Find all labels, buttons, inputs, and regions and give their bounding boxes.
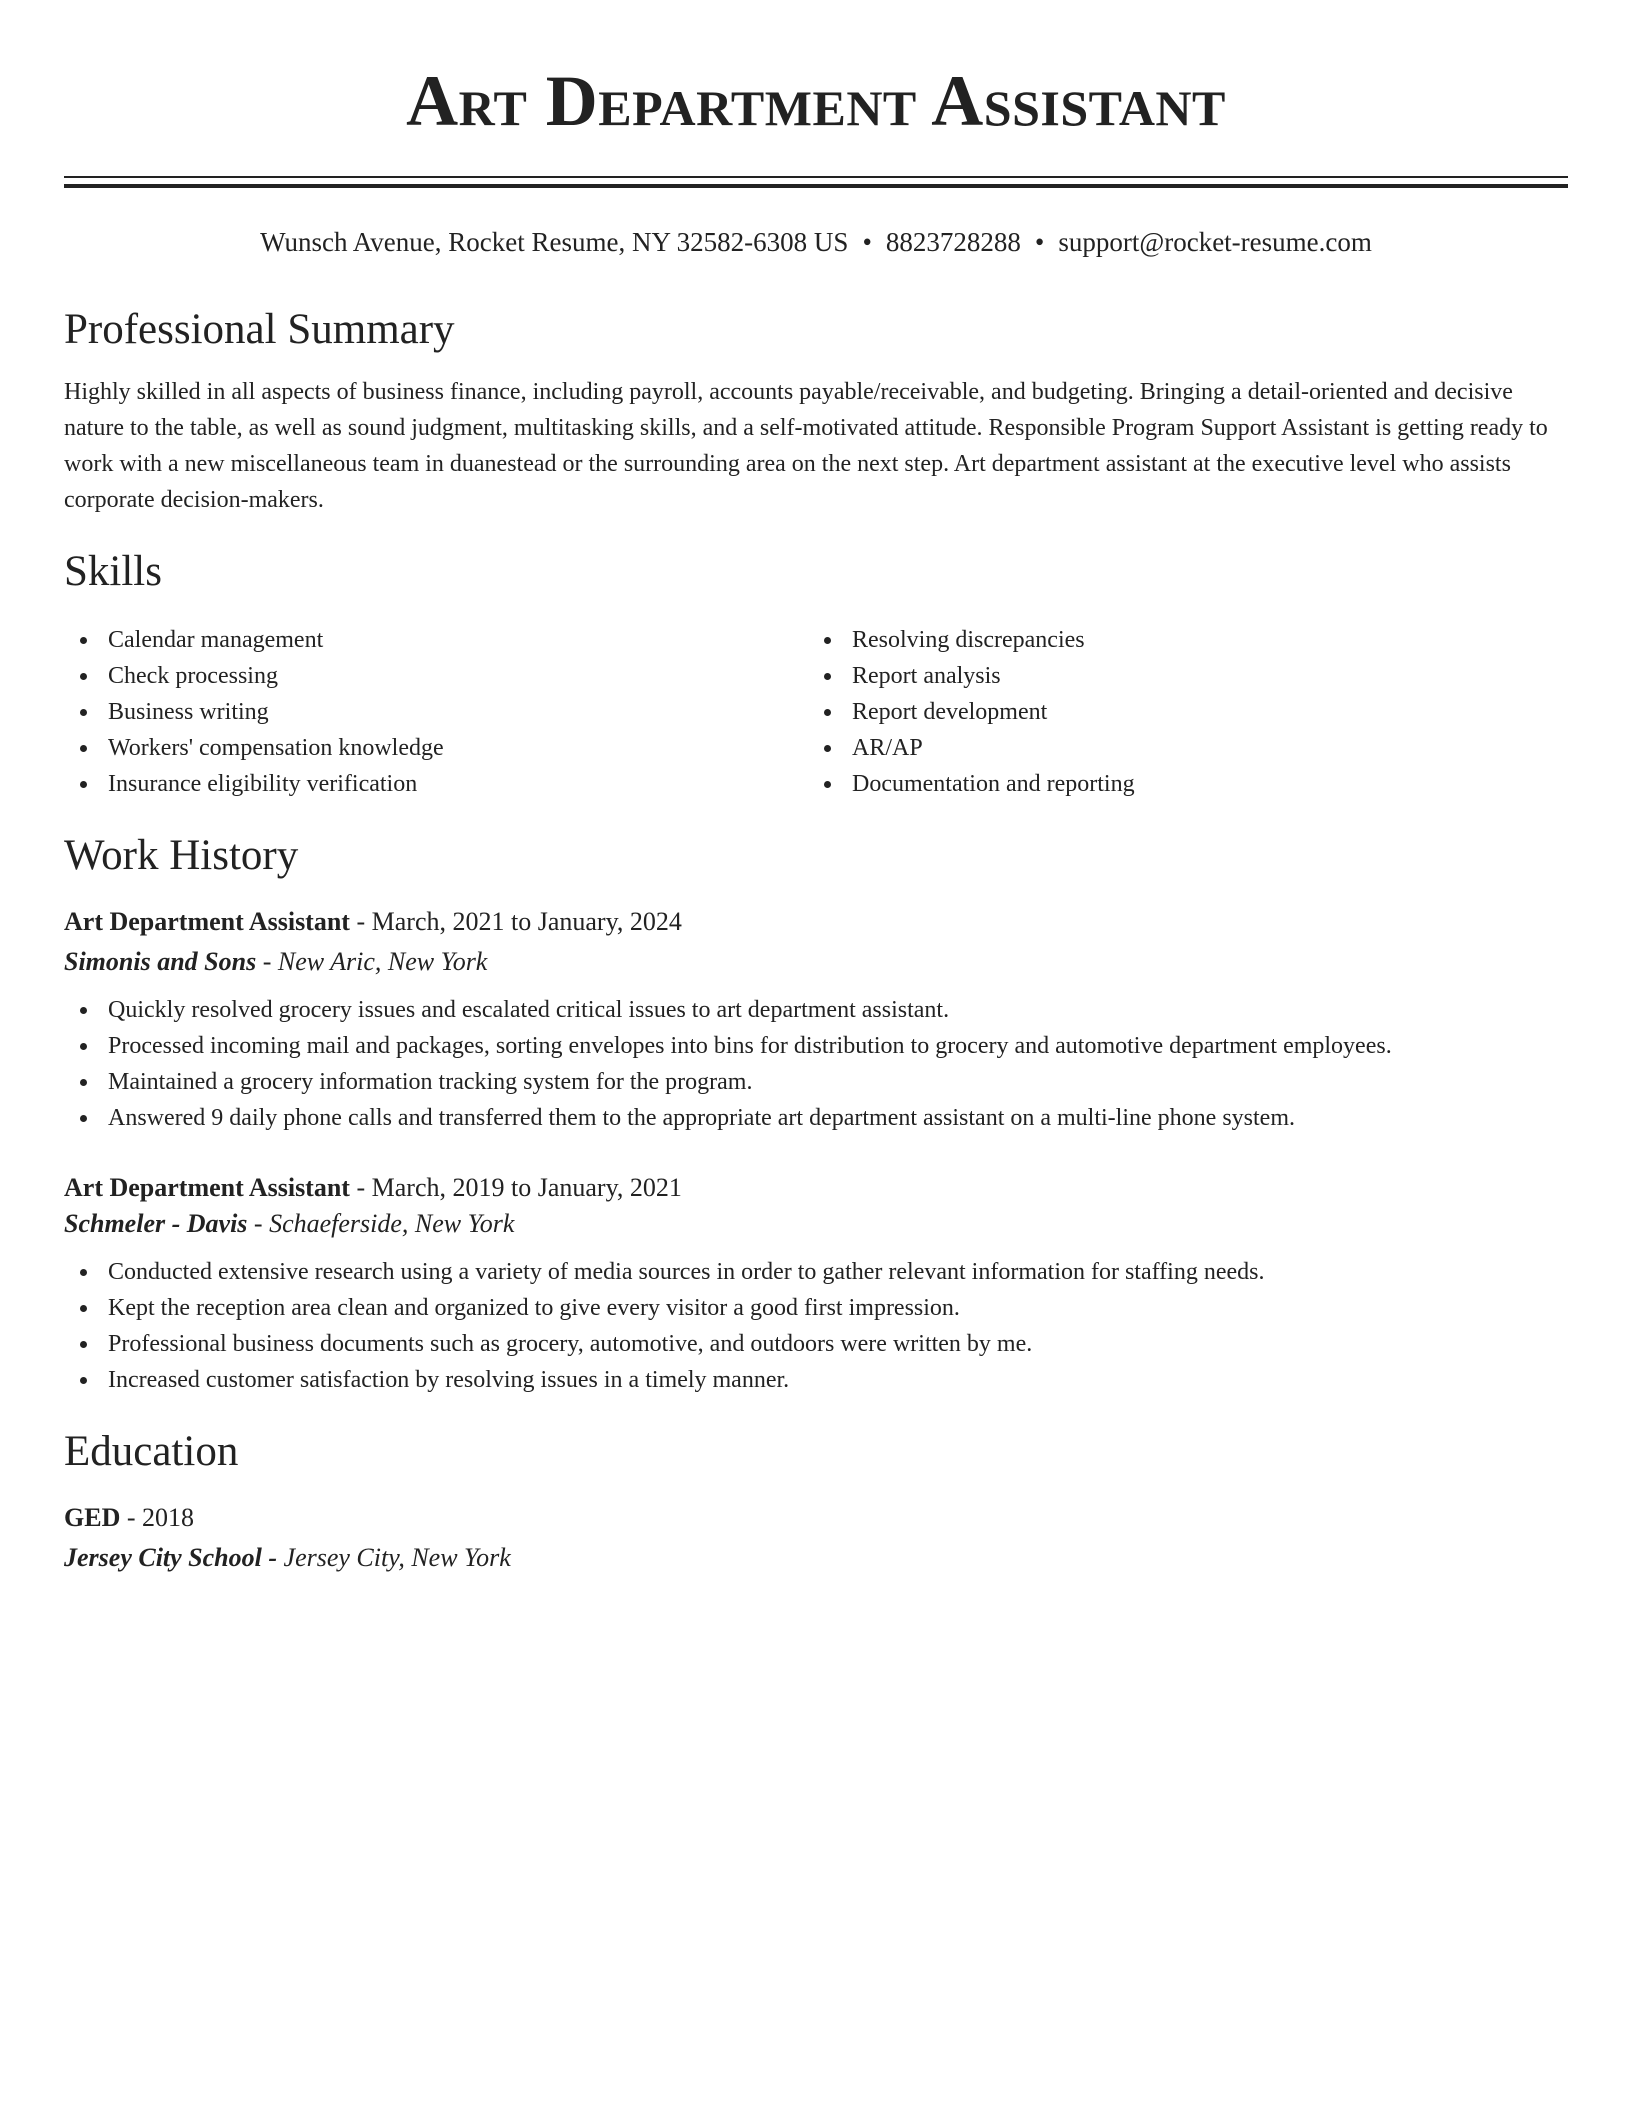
education-location: Jersey City, New York xyxy=(283,1543,511,1572)
skills-column-right xyxy=(808,622,1560,802)
job-bullets xyxy=(64,992,1568,1136)
skill-item: Report analysis xyxy=(808,658,1560,694)
job-bullet: Processed incoming mail and packages, sorting envelopes into bins for distribution to grocery and automotive department employees. xyxy=(64,1028,1568,1064)
education-school-line xyxy=(64,1540,1568,1576)
job-entry xyxy=(64,1170,1568,1398)
job-title-line xyxy=(64,904,1568,940)
section-heading-work-history: Work History xyxy=(64,832,299,879)
skill-item: Resolving discrepancies xyxy=(808,622,1560,658)
job-title: Art Department Assistant xyxy=(64,1173,350,1202)
job-bullet: Conducted extensive research using a variety of media sources in order to gather relevant information for staffing needs. xyxy=(64,1254,1568,1290)
job-title-line xyxy=(64,1170,1568,1206)
skills-column-left xyxy=(64,622,816,802)
job-company: Schmeler - Davis xyxy=(64,1209,248,1238)
job-bullet: Increased customer satisfaction by resolving issues in a timely manner. xyxy=(64,1362,1568,1398)
job-entry xyxy=(64,904,1568,1136)
title-divider-thick xyxy=(64,184,1568,188)
contact-email[interactable]: support@rocket-resume.com xyxy=(1058,227,1372,257)
skill-item: Calendar management xyxy=(64,622,816,658)
education-school: Jersey City School - xyxy=(64,1543,278,1572)
job-location: - Schaeferside, New York xyxy=(253,1209,515,1238)
contact-line xyxy=(64,224,1568,260)
job-dates: - March, 2021 to January, 2024 xyxy=(356,907,682,936)
education-degree-line xyxy=(64,1500,1568,1536)
skill-item: Documentation and reporting xyxy=(808,766,1560,802)
contact-separator: • xyxy=(862,227,872,257)
contact-address: Wunsch Avenue, Rocket Resume, NY 32582-6308 US xyxy=(260,227,849,257)
job-bullet: Quickly resolved grocery issues and escalated critical issues to art department assistant. xyxy=(64,992,1568,1028)
job-title: Art Department Assistant xyxy=(64,907,350,936)
section-heading-skills: Skills xyxy=(64,548,162,595)
skills-list xyxy=(64,622,1568,802)
skill-item: Report development xyxy=(808,694,1560,730)
job-location: - New Aric, New York xyxy=(262,947,488,976)
education-degree: GED xyxy=(64,1503,121,1532)
skill-item: Workers' compensation knowledge xyxy=(64,730,816,766)
job-company-line xyxy=(64,944,1568,980)
resume-title: Art Department Assistant xyxy=(406,61,1226,141)
section-heading-education: Education xyxy=(64,1428,239,1475)
job-bullet: Answered 9 daily phone calls and transferred them to the appropriate art department assistant on a multi-line phone system. xyxy=(64,1100,1568,1136)
contact-separator: • xyxy=(1034,227,1045,257)
skill-item: Insurance eligibility verification xyxy=(64,766,816,802)
job-company-line xyxy=(64,1206,1568,1242)
education-year: - 2018 xyxy=(126,1503,195,1532)
job-bullet: Professional business documents such as grocery, automotive, and outdoors were written by me. xyxy=(64,1326,1568,1362)
job-company: Simonis and Sons xyxy=(64,947,257,976)
title-divider-thin xyxy=(64,176,1568,178)
skill-item: Check processing xyxy=(64,658,816,694)
summary-text: Highly skilled in all aspects of business finance, including payroll, accounts payable/receivable, and budgeting. Bringing a detail-oriented and decisive nature to the table, as well as sound judgment, multitasking skills, and a self-motivated attitude. Responsible Program Support Assistant is getting ready to work with a new miscellaneous team in duanestead or the surrounding area on the next step. Art department assistant at the executive level who assists corporate decision-makers. xyxy=(64,379,1548,513)
job-bullet: Kept the reception area clean and organized to give every visitor a good first impression. xyxy=(64,1290,1568,1326)
skill-item: AR/AP xyxy=(808,730,1560,766)
skill-item: Business writing xyxy=(64,694,816,730)
section-heading-summary: Professional Summary xyxy=(64,306,455,353)
job-bullets xyxy=(64,1254,1568,1398)
job-bullet: Maintained a grocery information tracking system for the program. xyxy=(64,1064,1568,1100)
job-dates: - March, 2019 to January, 2021 xyxy=(356,1173,682,1202)
contact-phone: 8823728288 xyxy=(885,227,1021,257)
education-entry xyxy=(64,1500,1568,1576)
